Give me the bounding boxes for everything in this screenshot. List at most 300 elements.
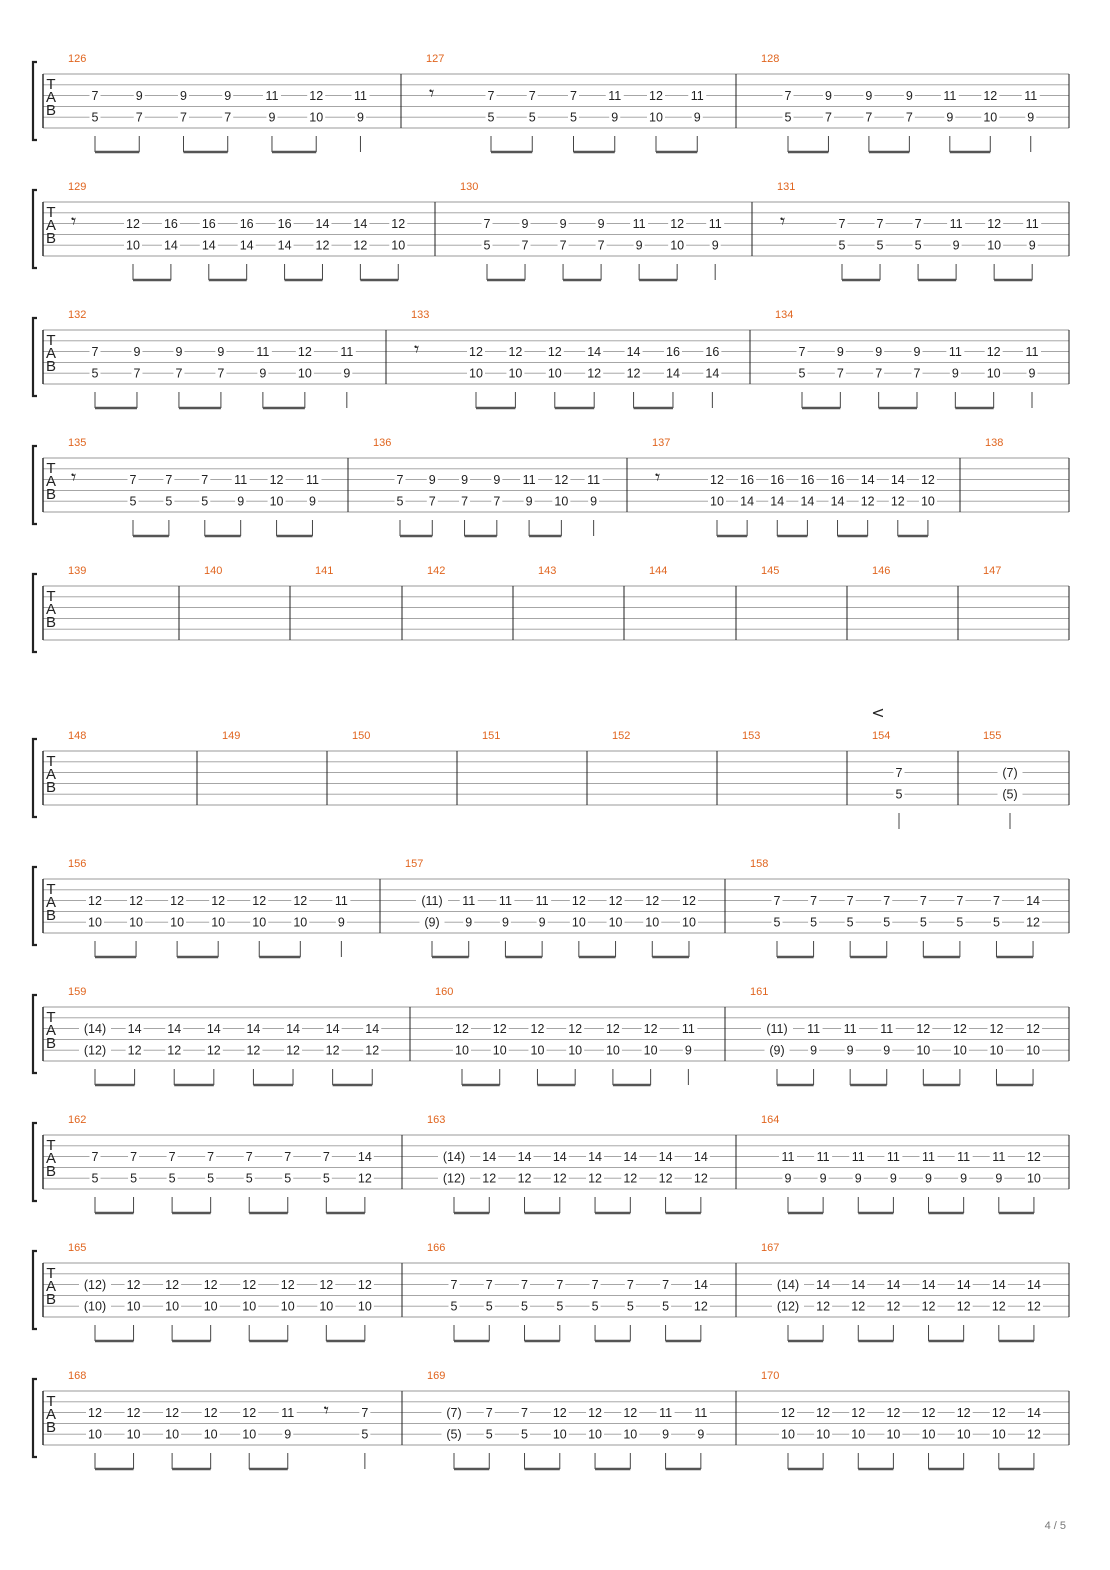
tab-clef-letter: T (46, 588, 56, 605)
fret-number-lower: 10 (126, 238, 140, 253)
measure (90, 1150, 374, 1213)
tab-clef-letter: T (46, 1009, 56, 1026)
fret-number-lower: 10 (991, 1427, 1006, 1442)
staff-system (33, 565, 1069, 652)
measure-number: 161 (750, 986, 769, 998)
eighth-rest-icon: 𝄾 (71, 465, 77, 489)
tab-clef-letter: B (45, 1291, 57, 1308)
measure (998, 766, 1023, 829)
fret-number-upper: 14 (921, 1278, 936, 1293)
measure-number: 129 (68, 181, 87, 193)
fret-number-upper: 7 (883, 894, 891, 909)
fret-number-lower: (5) (446, 1427, 462, 1442)
fret-number-upper: 9 (461, 473, 469, 488)
fret-number-upper: (14) (83, 1022, 107, 1037)
fret-number-upper: 14 (365, 1022, 380, 1037)
tab-clef-letter: B (45, 1163, 57, 1180)
fret-number-lower: 10 (986, 366, 1001, 381)
fret-number-lower: 14 (666, 366, 680, 381)
fret-number-lower: (5) (1002, 787, 1018, 802)
fret-number-lower: 9 (810, 1043, 818, 1058)
measure-number: 159 (68, 986, 87, 998)
tab-clef-letter: A (45, 1278, 57, 1295)
fret-number-lower: 10 (987, 238, 1002, 253)
fret-number-upper: 11 (1024, 89, 1038, 104)
fret-number-lower: 10 (170, 915, 185, 930)
fret-number-lower: 5 (361, 1427, 369, 1442)
measure-number: 143 (538, 565, 557, 577)
fret-number-upper: 12 (547, 345, 562, 360)
fret-number-lower: 5 (284, 1171, 292, 1186)
measure (442, 1406, 710, 1469)
fret-number-upper: 12 (391, 217, 406, 232)
fret-number-upper: 12 (670, 217, 685, 232)
measure (779, 1406, 1043, 1469)
eighth-rest-icon: 𝄾 (429, 81, 435, 105)
fret-number-lower: 10 (571, 915, 586, 930)
fret-number-lower: 7 (135, 110, 143, 125)
fret-number-upper: 12 (571, 894, 586, 909)
fret-number-upper: 12 (469, 345, 483, 360)
fret-number-upper: 11 (305, 473, 319, 488)
measure-number: 139 (68, 565, 87, 577)
system-bracket (33, 446, 37, 524)
fret-number-lower: 10 (126, 1299, 141, 1314)
measure-number: 149 (222, 730, 241, 742)
fret-number-lower: 10 (605, 1043, 620, 1058)
fret-number-lower: 10 (1026, 1171, 1041, 1186)
fret-number-lower: 10 (552, 1427, 567, 1442)
fret-number-upper: 12 (921, 1406, 936, 1421)
measure-number: 154 (872, 730, 891, 742)
fret-number-upper: 12 (492, 1022, 507, 1037)
fret-number-upper: 12 (293, 894, 308, 909)
tab-clef-letter: T (46, 76, 56, 93)
fret-number-lower: 5 (485, 1299, 493, 1314)
fret-number-lower: 9 (1027, 110, 1035, 125)
fret-number-lower: 10 (781, 1427, 795, 1442)
fret-number-lower: 9 (590, 494, 598, 509)
system-bracket (33, 190, 37, 268)
fret-number-lower: 7 (597, 238, 605, 253)
fret-number-upper: 12 (508, 345, 523, 360)
fret-number-upper: 12 (165, 1406, 180, 1421)
crescendo-icon: < (871, 703, 885, 722)
measure-number: 155 (983, 730, 1002, 742)
measure (414, 337, 721, 408)
fret-number-upper: 9 (493, 473, 501, 488)
fret-number-lower: 12 (315, 238, 330, 253)
fret-number-lower: 10 (682, 915, 696, 930)
fret-number-lower: 9 (711, 238, 719, 253)
fret-number-upper: 12 (986, 345, 1001, 360)
fret-number-lower: 9 (951, 366, 959, 381)
fret-number-upper: 16 (239, 217, 254, 232)
eighth-rest-icon: 𝄾 (780, 209, 786, 233)
measure-number: 151 (482, 730, 501, 742)
eighth-rest-icon: 𝄾 (323, 1398, 329, 1422)
fret-number-lower: 10 (608, 915, 623, 930)
fret-number-lower: (9) (424, 915, 440, 930)
fret-number-upper: 7 (846, 894, 854, 909)
fret-number-lower: 5 (168, 1171, 176, 1186)
fret-number-upper: 12 (991, 1406, 1006, 1421)
fret-number-lower: 7 (559, 238, 567, 253)
fret-number-lower: 10 (920, 494, 935, 509)
measure-number: 127 (426, 53, 445, 65)
fret-number-upper: 14 (246, 1022, 261, 1037)
tab-clef-letter: A (45, 473, 57, 490)
fret-number-lower: 10 (280, 1299, 295, 1314)
fret-number-lower: 9 (946, 110, 954, 125)
fret-number-lower: 7 (175, 366, 183, 381)
fret-number-upper: 11 (992, 1150, 1006, 1165)
fret-number-upper: 9 (175, 345, 183, 360)
fret-number-lower: 10 (242, 1427, 257, 1442)
measure (761, 1022, 1042, 1085)
fret-number-upper: 7 (838, 217, 846, 232)
fret-number-upper: 12 (682, 894, 696, 909)
fret-number-lower: 12 (325, 1043, 340, 1058)
fret-number-lower: 5 (914, 238, 922, 253)
fret-number-upper: 7 (483, 217, 491, 232)
staff-system (33, 437, 1069, 536)
measure (416, 894, 698, 957)
fret-number-lower: 9 (268, 110, 276, 125)
fret-number-upper: 7 (245, 1150, 253, 1165)
measure-number: 130 (460, 181, 479, 193)
fret-number-upper: 12 (269, 473, 284, 488)
fret-number-upper: 16 (740, 473, 755, 488)
fret-number-upper: 14 (587, 345, 602, 360)
fret-number-lower: 9 (883, 1043, 891, 1058)
fret-number-lower: 5 (521, 1299, 529, 1314)
system-bracket (33, 1379, 37, 1457)
tab-clef-letter: A (45, 89, 57, 106)
system-bracket (33, 1251, 37, 1329)
fret-number-upper: (7) (446, 1406, 462, 1421)
fret-number-lower: 5 (322, 1171, 330, 1186)
fret-number-lower: 5 (485, 1427, 493, 1442)
fret-number-upper: 11 (1025, 217, 1039, 232)
tab-clef-letter: B (45, 907, 57, 924)
measure-number: 158 (750, 858, 769, 870)
fret-number-upper: 7 (207, 1150, 215, 1165)
fret-number-upper: 7 (810, 894, 818, 909)
fret-number-lower: 10 (952, 1043, 967, 1058)
fret-number-lower: 9 (854, 1171, 862, 1186)
tab-clef-letter: T (46, 753, 56, 770)
tab-clef-letter: B (45, 779, 57, 796)
fret-number-upper: 7 (91, 1150, 99, 1165)
fret-number-upper: 12 (608, 894, 623, 909)
fret-number-lower: 9 (259, 366, 267, 381)
measure-number: 153 (742, 730, 761, 742)
fret-number-upper: 7 (798, 345, 806, 360)
fret-number-upper: 16 (770, 473, 785, 488)
tab-clef-letter: T (46, 881, 56, 898)
fret-number-lower: 10 (203, 1427, 218, 1442)
fret-number-lower: 7 (875, 366, 883, 381)
fret-number-upper: 14 (357, 1150, 372, 1165)
fret-number-lower: 12 (353, 238, 368, 253)
fret-number-lower: 5 (556, 1299, 564, 1314)
fret-number-lower: 12 (167, 1043, 182, 1058)
fret-number-lower: 5 (570, 110, 577, 125)
fret-number-upper: 11 (957, 1150, 971, 1165)
fret-number-lower: (12) (442, 1171, 466, 1186)
fret-number-upper: 12 (605, 1022, 620, 1037)
measure-number: 162 (68, 1114, 87, 1126)
fret-number-lower: 10 (851, 1427, 866, 1442)
fret-number-lower: 10 (623, 1427, 638, 1442)
fret-number-lower: 14 (800, 494, 815, 509)
fret-number-lower: 12 (552, 1171, 567, 1186)
staff-system (33, 986, 1069, 1085)
fret-number-upper: 14 (623, 1150, 638, 1165)
fret-number-upper: 7 (662, 1278, 670, 1293)
fret-number-lower: (9) (769, 1043, 785, 1058)
fret-number-upper: 9 (217, 345, 225, 360)
fret-number-lower: 7 (224, 110, 232, 125)
fret-number-upper: 14 (588, 1150, 603, 1165)
fret-number-upper: 11 (807, 1022, 821, 1037)
measure-number: 166 (427, 1242, 446, 1254)
eighth-rest-icon: 𝄾 (414, 337, 420, 361)
fret-number-upper: 9 (135, 89, 143, 104)
eighth-rest-icon: 𝄾 (71, 209, 77, 233)
fret-number-lower: 12 (1026, 1427, 1041, 1442)
measure-number: 136 (373, 437, 392, 449)
fret-number-upper: 7 (201, 473, 209, 488)
fret-number-upper: 9 (597, 217, 605, 232)
fret-number-upper: 9 (428, 473, 436, 488)
fret-number-upper: 12 (455, 1022, 469, 1037)
fret-number-upper: 16 (163, 217, 178, 232)
fret-number-upper: 14 (851, 1278, 866, 1293)
fret-number-upper: 14 (693, 1278, 708, 1293)
fret-number-upper: 12 (203, 1406, 218, 1421)
fret-number-lower: 12 (1026, 915, 1041, 930)
fret-number-lower: 14 (201, 238, 216, 253)
measure-number: 148 (68, 730, 87, 742)
fret-number-upper: (12) (83, 1278, 107, 1293)
fret-number-upper: 11 (535, 894, 549, 909)
fret-number-upper: 7 (129, 473, 137, 488)
fret-number-lower: 10 (391, 238, 406, 253)
measure (438, 1150, 710, 1213)
fret-number-lower: 5 (591, 1299, 599, 1314)
fret-number-upper: 11 (694, 1406, 708, 1421)
tab-clef-letter: B (45, 1035, 57, 1052)
fret-number-upper: 7 (91, 345, 99, 360)
fret-number-lower: 9 (693, 110, 701, 125)
fret-number-upper: 12 (242, 1278, 257, 1293)
fret-number-lower: 5 (487, 110, 495, 125)
staff-system (33, 730, 1069, 829)
fret-number-lower: 12 (816, 1299, 831, 1314)
fret-number-lower: 7 (133, 366, 141, 381)
measure (90, 345, 356, 408)
fret-number-upper: 14 (206, 1022, 221, 1037)
fret-number-lower: 9 (846, 1043, 854, 1058)
fret-number-upper: 12 (88, 894, 102, 909)
fret-number-lower: 5 (528, 110, 536, 125)
tab-clef-letter: T (46, 1393, 56, 1410)
fret-number-lower: 10 (357, 1299, 372, 1314)
measure (71, 209, 407, 280)
system-bracket (33, 1123, 37, 1201)
fret-number-upper: (11) (421, 894, 443, 909)
fret-number-upper: 12 (643, 1022, 658, 1037)
fret-number-upper: 12 (126, 1278, 141, 1293)
fret-number-lower: 12 (991, 1299, 1006, 1314)
measure-number: 141 (315, 565, 334, 577)
fret-number-upper: 12 (530, 1022, 545, 1037)
fret-number-upper: 12 (297, 345, 312, 360)
fret-number-upper: 7 (528, 89, 536, 104)
fret-number-lower: 10 (129, 915, 144, 930)
tab-clef-letter: A (45, 1022, 57, 1039)
fret-number-lower: 10 (165, 1299, 180, 1314)
fret-number-upper: 11 (353, 89, 367, 104)
fret-number-upper: 7 (485, 1406, 493, 1421)
fret-number-lower: 10 (88, 915, 102, 930)
fret-number-upper: 11 (816, 1150, 830, 1165)
fret-number-upper: 12 (568, 1022, 583, 1037)
measure-number: 168 (68, 1370, 87, 1382)
fret-number-lower: 5 (810, 915, 818, 930)
fret-number-lower: (10) (83, 1299, 107, 1314)
fret-number-lower: 5 (91, 366, 99, 381)
measure-number: 147 (983, 565, 1002, 577)
fret-number-lower: 10 (916, 1043, 931, 1058)
fret-number-lower: 9 (284, 1427, 292, 1442)
fret-number-upper: 7 (914, 217, 922, 232)
fret-number-upper: 9 (913, 345, 921, 360)
staff-system (33, 181, 1069, 280)
fret-number-lower: 5 (895, 787, 903, 802)
fret-number-upper: 16 (800, 473, 815, 488)
fret-number-lower: 14 (705, 366, 720, 381)
fret-number-upper: 11 (922, 1150, 936, 1165)
fret-number-upper: 16 (705, 345, 720, 360)
fret-number-upper: 12 (309, 89, 324, 104)
fret-number-lower: 10 (983, 110, 998, 125)
fret-number-upper: 7 (168, 1150, 176, 1165)
fret-number-upper: (14) (776, 1278, 800, 1293)
measure-number: 137 (652, 437, 671, 449)
fret-number-lower: 5 (245, 1171, 253, 1186)
fret-number-lower: 9 (501, 915, 509, 930)
measure (86, 1398, 370, 1469)
fret-number-upper: 12 (165, 1278, 180, 1293)
fret-number-upper: 14 (1026, 1406, 1041, 1421)
fret-number-upper: 9 (865, 89, 873, 104)
fret-number-upper: 14 (626, 345, 641, 360)
fret-number-upper: 12 (242, 1406, 257, 1421)
fret-number-upper: 11 (462, 894, 476, 909)
fret-number-lower: 9 (1028, 238, 1036, 253)
tab-clef-letter: T (46, 460, 56, 477)
fret-number-lower: 5 (626, 1299, 634, 1314)
fret-number-lower: 5 (662, 1299, 670, 1314)
fret-number-lower: 10 (1026, 1043, 1041, 1058)
staff-system (33, 1242, 1069, 1341)
fret-number-lower: 10 (309, 110, 324, 125)
fret-number-upper: 11 (659, 1406, 673, 1421)
fret-number-upper: 14 (127, 1022, 142, 1037)
tab-clef-letter: T (46, 1137, 56, 1154)
fret-number-upper: 14 (860, 473, 875, 488)
fret-number-upper: 7 (322, 1150, 330, 1165)
fret-number-lower: 10 (588, 1427, 603, 1442)
fret-number-lower: 9 (889, 1171, 897, 1186)
staff-system (33, 1114, 1069, 1213)
measure (71, 465, 321, 536)
fret-number-lower: 9 (337, 915, 345, 930)
fret-number-lower: 9 (784, 1171, 792, 1186)
fret-number-upper: 12 (952, 1022, 967, 1037)
measure (894, 766, 905, 829)
measure (449, 1278, 710, 1341)
measure-number: 133 (411, 309, 430, 321)
fret-number-lower: 5 (130, 1171, 138, 1186)
fret-number-upper: 11 (880, 1022, 894, 1037)
fret-number-upper: 7 (284, 1150, 292, 1165)
fret-number-lower: 9 (684, 1043, 692, 1058)
fret-number-lower: (12) (776, 1299, 800, 1314)
fret-number-lower: 9 (819, 1171, 827, 1186)
fret-number-upper: 16 (830, 473, 845, 488)
fret-number-upper: 12 (989, 1022, 1004, 1037)
measure-number: 135 (68, 437, 87, 449)
fret-number-lower: 12 (365, 1043, 380, 1058)
fret-number-lower: 14 (239, 238, 254, 253)
fret-number-lower: 9 (237, 494, 245, 509)
measure-number: 152 (612, 730, 631, 742)
staff-system (33, 309, 1069, 408)
fret-number-lower: 12 (623, 1171, 638, 1186)
measure (783, 89, 1040, 152)
fret-number-lower: 9 (465, 915, 473, 930)
fret-number-lower: 14 (770, 494, 785, 509)
fret-number-lower: 12 (246, 1043, 261, 1058)
fret-number-upper: 12 (211, 894, 226, 909)
system-bracket (33, 318, 37, 396)
fret-number-lower: 5 (129, 494, 137, 509)
fret-number-upper: 14 (1026, 1278, 1041, 1293)
tab-clef-letter: A (45, 1150, 57, 1167)
measure-number: 126 (68, 53, 87, 65)
fret-number-upper: 14 (325, 1022, 340, 1037)
fret-number-upper: 9 (875, 345, 883, 360)
fret-number-lower: 12 (127, 1043, 142, 1058)
fret-number-upper: 12 (956, 1406, 971, 1421)
fret-number-lower: 12 (956, 1299, 971, 1314)
fret-number-upper: 14 (353, 217, 368, 232)
fret-number-lower: 10 (554, 494, 569, 509)
fret-number-upper: 7 (450, 1278, 458, 1293)
page-number: 4 / 5 (1044, 1520, 1066, 1532)
fret-number-lower: 12 (886, 1299, 901, 1314)
tab-clef-letter: B (45, 1419, 57, 1436)
fret-number-lower: 12 (921, 1299, 936, 1314)
fret-number-lower: 9 (635, 238, 643, 253)
measure-number: 163 (427, 1114, 446, 1126)
fret-number-upper: 12 (1026, 1022, 1041, 1037)
fret-number-upper: (14) (442, 1150, 466, 1165)
